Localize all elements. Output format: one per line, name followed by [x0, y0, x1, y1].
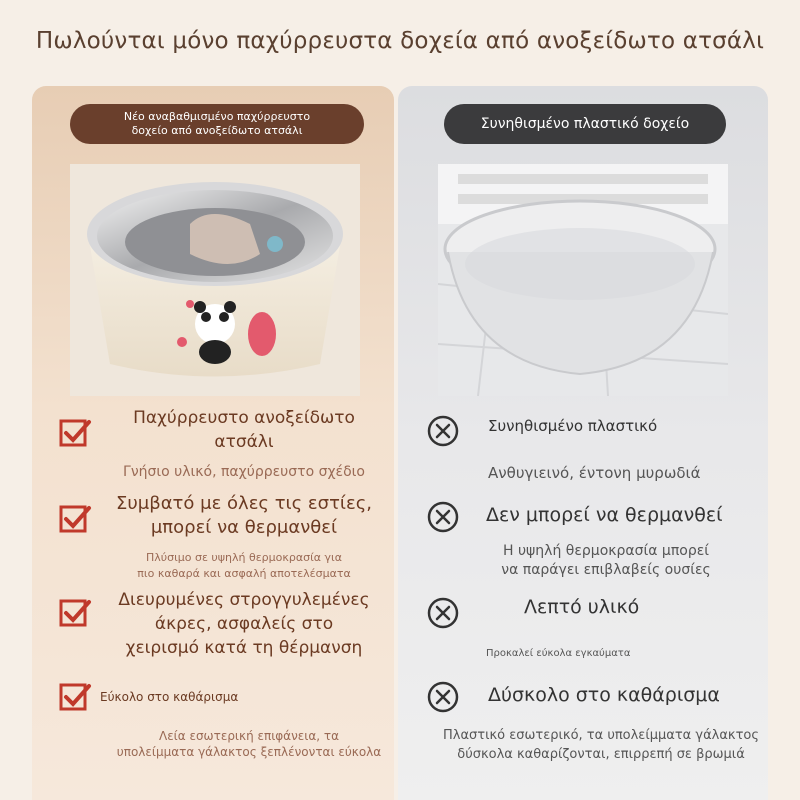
check-icon — [58, 502, 92, 536]
headline: Πωλούνται μόνο παχύρρευστα δοχεία από ανοξείδωτο ατσάλι — [35, 28, 765, 54]
plastic-feature-2-title: Δεν μπορεί να θερμανθεί — [486, 504, 723, 526]
feature-4-desc-line2: υπολείμματα γάλακτος ξεπλένονται εύκολα — [116, 745, 382, 759]
stainless-feature-1 — [58, 408, 394, 488]
check-icon — [58, 416, 92, 450]
feature-4-desc-line1: Λεία εσωτερική επιφάνεια, τα — [158, 729, 340, 743]
feature-2-desc-line2: πιο καθαρά και ασφαλή αποτελέσματα — [137, 567, 351, 580]
plastic-feature-4-desc-line2: δύσκολα καθαρίζονται, επιρρεπή σε βρωμιά — [457, 747, 745, 762]
stainless-feature-2 — [58, 493, 394, 588]
plastic-feature-1-desc: Ανθυγιεινό, έντονη μυρωδιά — [488, 464, 701, 482]
plastic-feature-2-desc-line1: Η υψηλή θερμοκρασία μπορεί — [502, 543, 710, 559]
cross-circle-icon — [426, 414, 460, 448]
feature-3-title-line1: Διευρυμένες στρογγυλεμένες — [118, 590, 370, 610]
cross-circle-icon — [426, 500, 460, 534]
feature-1-title-line2: ατσάλι — [214, 432, 274, 452]
stainless-feature-4 — [58, 680, 394, 780]
plastic-feature-2 — [426, 500, 766, 590]
feature-2-title-line1: Συμβατό με όλες τις εστίες, — [115, 493, 373, 514]
feature-3-title-line2: άκρες, ασφαλείς στο — [154, 614, 334, 634]
plastic-feature-3-desc: Προκαλεί εύκολα εγκαύματα — [486, 648, 631, 659]
check-icon — [58, 596, 92, 630]
feature-1-title-line1: Παχύρρευστο ανοξείδωτο — [133, 408, 355, 428]
cross-circle-icon — [426, 680, 460, 714]
plastic-feature-3 — [426, 594, 766, 674]
plastic-feature-2-desc-line2: να παράγει επιβλαβείς ουσίες — [501, 562, 711, 578]
stainless-badge-line2: δοχείο από ανοξείδωτο ατσάλι — [131, 124, 303, 137]
stainless-badge — [70, 104, 364, 144]
feature-3-title-line3: χειρισμό κατά τη θέρμανση — [125, 638, 363, 658]
stainless-steel-panel — [32, 86, 394, 800]
plastic-basin-photo — [438, 164, 728, 396]
plastic-panel — [398, 86, 768, 800]
plastic-feature-3-title: Λεπτό υλικό — [524, 596, 640, 618]
plastic-feature-1 — [426, 412, 766, 492]
cross-circle-icon — [426, 596, 460, 630]
plastic-feature-4-title: Δύσκολο στο καθάρισμα — [488, 684, 720, 706]
plastic-feature-4 — [426, 680, 766, 780]
stainless-bowl-photo — [70, 164, 360, 396]
plastic-badge: Συνηθισμένο πλαστικό δοχείο — [444, 104, 726, 144]
feature-1-desc: Γνήσιο υλικό, παχύρρευστο σχέδιο — [123, 464, 365, 480]
stainless-badge-line1: Νέο αναβαθμισμένο παχύρρευστο — [123, 110, 311, 123]
feature-4-title: Εύκολο στο καθάρισμα — [100, 690, 239, 704]
check-icon — [58, 680, 92, 714]
feature-2-title-line2: μπορεί να θερμανθεί — [150, 517, 338, 538]
plastic-feature-4-desc-line1: Πλαστικό εσωτερικό, τα υπολείμματα γάλακτος — [443, 728, 759, 743]
feature-2-desc-line1: Πλύσιμο σε υψηλή θερμοκρασία για — [145, 551, 343, 564]
stainless-feature-3 — [58, 592, 394, 672]
plastic-feature-1-title: Συνηθισμένο πλαστικό — [488, 417, 658, 435]
